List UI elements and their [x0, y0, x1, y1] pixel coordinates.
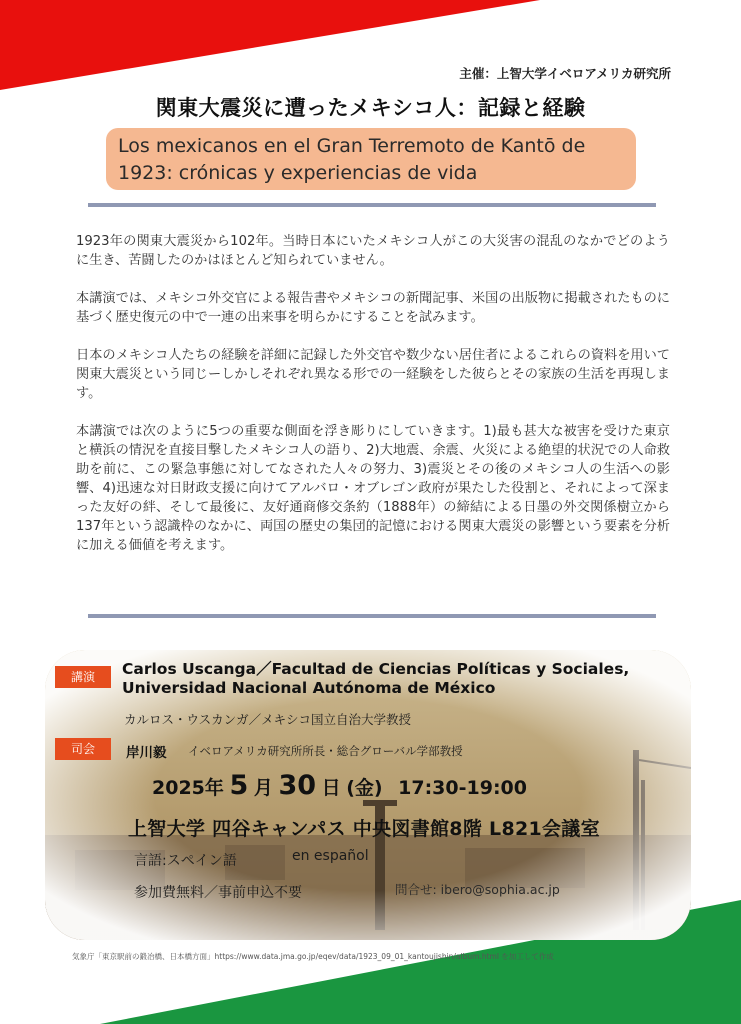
title-japanese: 関東大震災に遭ったメキシコ人：記録と経験 [155, 96, 586, 120]
lecturer-tag: 講演 [55, 666, 111, 688]
paragraph: 日本のメキシコ人たちの経験を詳細に記録した外交官や数少ない居住者によるこれらの資料を用いて関東大震災という同じーしかしそれぞれ異なる形での一経験をした彼らとその家族の生活を再現します。 [76, 348, 670, 401]
moderator-name: 岸川毅 [126, 745, 167, 761]
lecturer-name-japanese: カルロス・ウスカンガ／メキシコ国立自治大学教授 [124, 712, 412, 727]
date-weekday: (金) [346, 777, 383, 799]
language-japanese: 言語:スペイン語 [134, 853, 237, 869]
organizer: 主催：上智大学イベロアメリカ研究所 [459, 66, 671, 81]
divider-bottom [88, 614, 656, 618]
description [76, 232, 670, 574]
lecturer-name-spanish: Carlos Uscanga／Facultad de Ciencias Políticas y Sociales, Universidad Nacional Autónoma de México [122, 660, 630, 697]
title-spanish: Los mexicanos en el Gran Terremoto de Kantō de 1923: crónicas y experiencias de vida [106, 128, 636, 190]
event-time: 17:30-19:00 [398, 777, 527, 799]
paragraph: 1923年の関東大震災から102年。当時日本にいたメキシコ人がこの大災害の混乱のなかでどのように生き、苦闘したのかはほとんど知られていません。 [76, 234, 670, 268]
moderator-tag: 司会 [55, 738, 111, 760]
language-spanish: en español [292, 848, 369, 864]
paragraph: 本講演では次のように5つの重要な側面を浮き彫りにしていきます。1)最も甚大な被害を受けた東京と横浜の情況を直接目撃したメキシコ人の語り、2)大地震、余震、火災による絶望的状況での人命救助を前に、この緊急事態に対してなされた人々の努力、3)震災とその後のメキシコ人の生活への影響、4)迅速な対日財政支援に向けてアルバロ・オブレゴン政府が果たした役割と、それによって深まった友好の絆、そして最後に、友好通商修交条約（1888年）の締結による日墨の外交関係樹立から137年という認識枠のなかに、両国の歴史の集団的記憶における関東大震災の影響という要素を分析に加える価値を考えます。 [76, 424, 670, 553]
date-day-unit: 日 [321, 777, 341, 799]
paragraph: 本講演では、メキシコ外交官による報告書やメキシコの新聞記事、米国の出版物に掲載されたものに基づく歴史復元の中で一連の出来事を明らかにすることを試みます。 [76, 291, 670, 325]
admission-info: 参加費無料／事前申込不要 [134, 885, 302, 901]
date-month: 5 [229, 770, 249, 801]
photo-credit: 気象庁「東京駅前の鍛冶橋、日本橋方面」https://www.data.jma.go.jp/eqev/data/1923_09_01_kantoujishin/album.html を加工して作成 [72, 952, 554, 961]
date-day: 30 [278, 770, 317, 801]
venue: 上智大学 四谷キャンパス 中央図書館8階 L821会議室 [128, 818, 600, 840]
event-date [152, 770, 527, 806]
divider-top [88, 203, 656, 207]
moderator-title: イベロアメリカ研究所所長・総合グローバル学部教授 [188, 744, 463, 758]
date-year: 2025年 [152, 777, 224, 799]
contact-email: 問合せ: ibero@sophia.ac.jp [395, 882, 560, 897]
date-month-unit: 月 [253, 777, 273, 799]
